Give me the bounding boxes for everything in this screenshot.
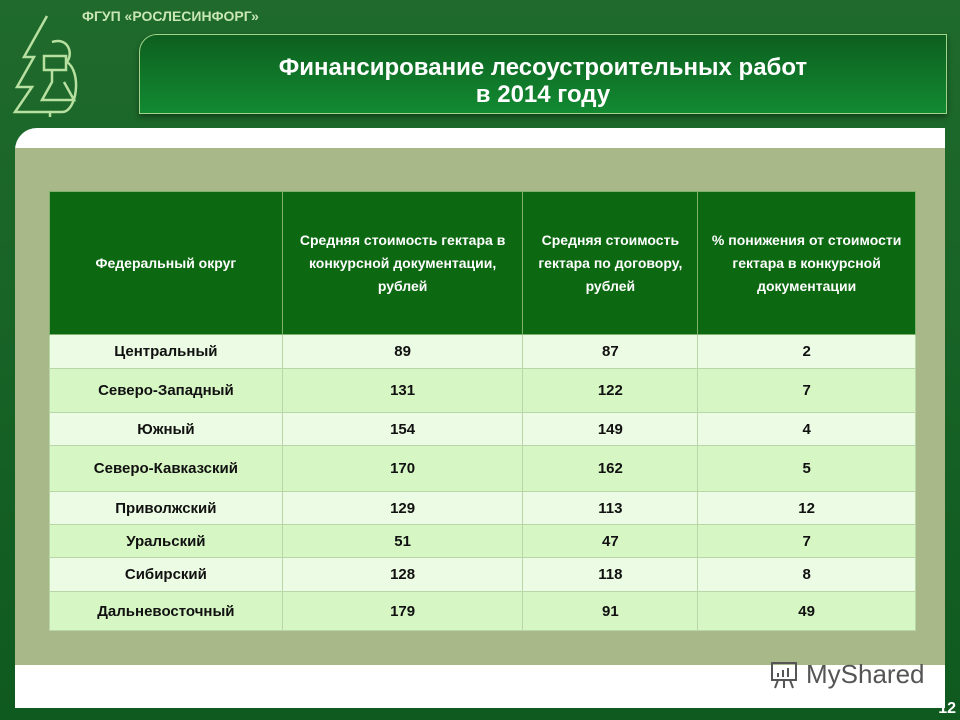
cell: 179 <box>282 592 523 631</box>
cell: 89 <box>282 335 523 369</box>
page-number: 12 <box>938 700 956 717</box>
title-line-2: в 2014 году <box>475 81 611 108</box>
table-row <box>50 592 916 631</box>
cell: 2 <box>698 335 916 369</box>
table-row <box>50 525 916 558</box>
cell: 131 <box>282 369 523 413</box>
cell: 113 <box>523 492 698 525</box>
table-row <box>50 446 916 492</box>
cell: Сибирский <box>50 558 283 592</box>
cell: 154 <box>282 413 523 446</box>
cell: 7 <box>698 525 916 558</box>
table-row <box>50 369 916 413</box>
rosleinforg-logo <box>12 12 82 117</box>
cell: 8 <box>698 558 916 592</box>
cell: Дальневосточный <box>50 592 283 631</box>
header-avg-cost-tender: Средняя стоимость гектара в конкурсной документации, рублей <box>282 192 523 335</box>
cell: Центральный <box>50 335 283 369</box>
table-header-row <box>50 192 916 335</box>
cell: 149 <box>523 413 698 446</box>
cell: 7 <box>698 369 916 413</box>
cell: Северо-Западный <box>50 369 283 413</box>
header-district: Федеральный округ <box>50 192 283 335</box>
cell: 47 <box>523 525 698 558</box>
table-row <box>50 558 916 592</box>
header-avg-cost-contract: Средняя стоимость гектара по договору, рублей <box>523 192 698 335</box>
cell: Приволжский <box>50 492 283 525</box>
cell: 128 <box>282 558 523 592</box>
table-row <box>50 492 916 525</box>
cell: 4 <box>698 413 916 446</box>
cell: Южный <box>50 413 283 446</box>
watermark-text: MyShared <box>806 658 925 689</box>
cell: 122 <box>523 369 698 413</box>
cell: Северо-Кавказский <box>50 446 283 492</box>
table-row <box>50 335 916 369</box>
presentation-board-icon <box>768 658 800 690</box>
cell: 51 <box>282 525 523 558</box>
cell: 12 <box>698 492 916 525</box>
cell: 87 <box>523 335 698 369</box>
title-line-1: Финансирование лесоустроительных работ <box>278 54 808 81</box>
watermark <box>768 658 925 690</box>
organization-name: ФГУП «РОСЛЕСИНФОРГ» <box>82 8 259 24</box>
cell: 5 <box>698 446 916 492</box>
slide-title <box>139 34 947 114</box>
cell: 162 <box>523 446 698 492</box>
cell: 170 <box>282 446 523 492</box>
header-percent-reduction: % понижения от стоимости гектара в конкурсной документации <box>698 192 916 335</box>
cell: 129 <box>282 492 523 525</box>
cell: Уральский <box>50 525 283 558</box>
financing-table <box>49 191 916 631</box>
cell: 49 <box>698 592 916 631</box>
table-row <box>50 413 916 446</box>
cell: 118 <box>523 558 698 592</box>
cell: 91 <box>523 592 698 631</box>
